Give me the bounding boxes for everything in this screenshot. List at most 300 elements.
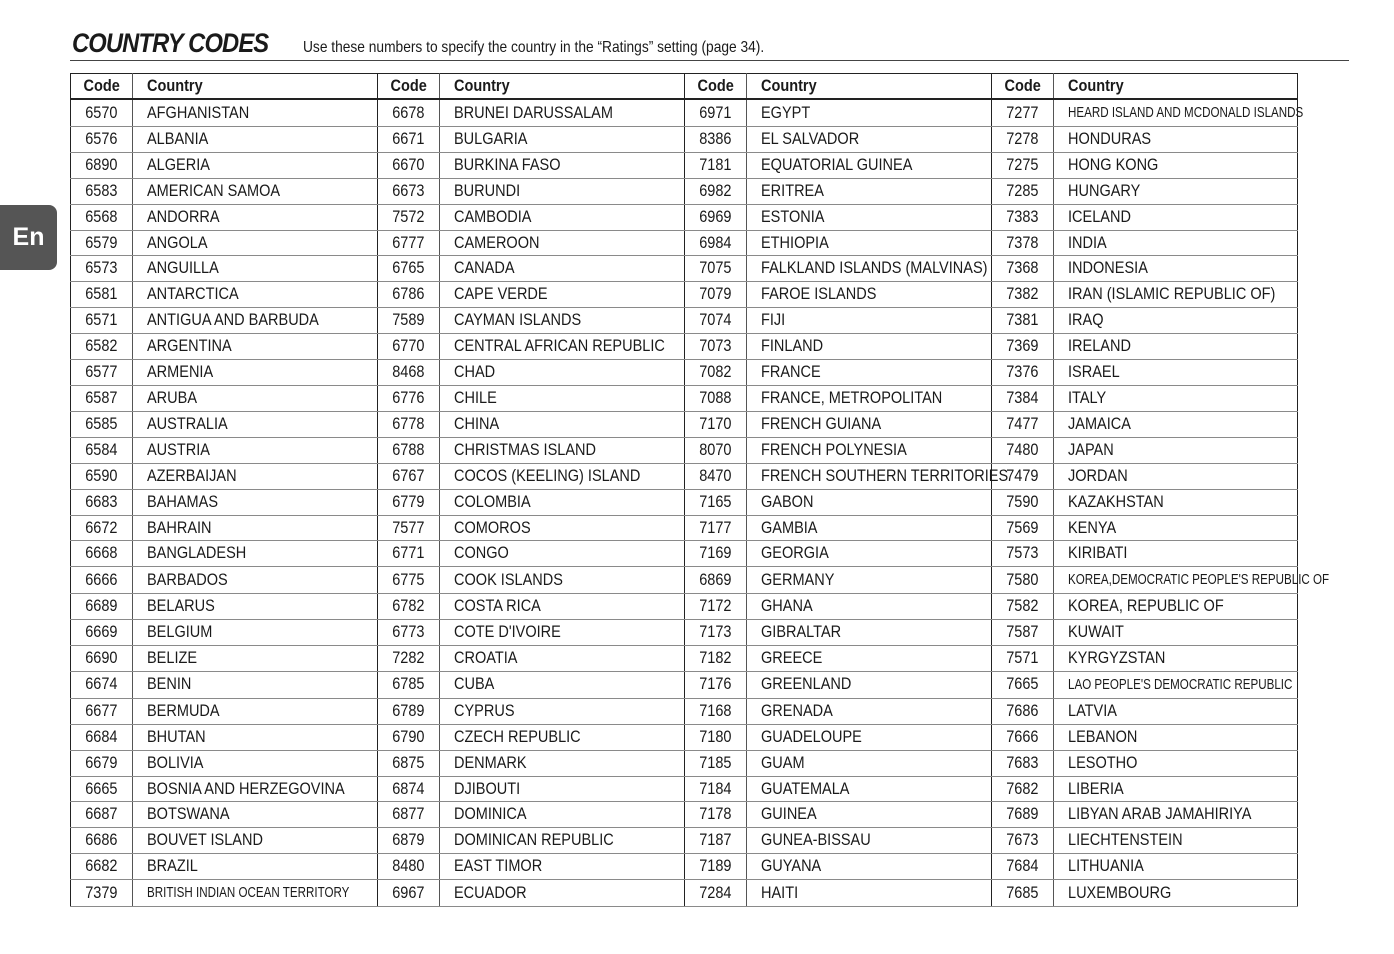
country-name: GUATEMALA xyxy=(761,779,850,798)
country-code-cell xyxy=(71,541,133,567)
code-value: 7184 xyxy=(699,779,732,798)
country-name-cell xyxy=(747,411,992,437)
code-value: 7383 xyxy=(1006,207,1039,226)
table-row xyxy=(71,880,1298,907)
table-row xyxy=(71,776,1298,802)
country-name: AZERBAIJAN xyxy=(147,466,237,485)
country-name-cell xyxy=(440,541,685,567)
country-code-cell xyxy=(378,750,440,776)
table-row xyxy=(71,620,1298,646)
country-name-cell xyxy=(747,541,992,567)
country-name: FRENCH SOUTHERN TERRITORIES xyxy=(761,466,1009,485)
country-name: ECUADOR xyxy=(454,883,527,902)
country-name: KOREA,DEMOCRATIC PEOPLE'S REPUBLIC OF xyxy=(1068,572,1330,589)
country-code-cell xyxy=(71,204,133,230)
country-name: GRENADA xyxy=(761,701,833,720)
country-code-cell xyxy=(71,880,133,907)
country-name-cell xyxy=(133,334,378,360)
country-code-cell xyxy=(71,594,133,620)
country-code-cell xyxy=(378,594,440,620)
country-name-cell xyxy=(133,437,378,463)
country-name: BOTSWANA xyxy=(147,805,230,824)
table-row xyxy=(71,126,1298,152)
country-name: DOMINICAN REPUBLIC xyxy=(454,831,614,850)
country-name-cell xyxy=(1054,385,1298,411)
country-code-cell xyxy=(71,437,133,463)
column-header-country: Country xyxy=(747,74,992,100)
country-name-cell xyxy=(440,750,685,776)
country-code-cell xyxy=(685,256,747,282)
country-code-cell xyxy=(71,385,133,411)
country-name-cell xyxy=(133,541,378,567)
country-name: ITALY xyxy=(1068,388,1107,407)
country-name-cell xyxy=(747,776,992,802)
table-body xyxy=(71,99,1330,907)
country-code-cell xyxy=(71,411,133,437)
code-value: 7577 xyxy=(392,518,425,537)
code-value: 6775 xyxy=(392,570,425,589)
country-name: KENYA xyxy=(1068,518,1117,537)
code-value: 6670 xyxy=(392,155,425,174)
code-value: 7285 xyxy=(1006,181,1039,200)
code-value: 6571 xyxy=(85,311,118,330)
code-value: 6786 xyxy=(392,285,425,304)
country-name-cell xyxy=(1054,620,1298,646)
country-code-cell xyxy=(378,411,440,437)
country-name: COMOROS xyxy=(454,518,531,537)
code-value: 7181 xyxy=(699,155,732,174)
country-name: ISRAEL xyxy=(1068,363,1120,382)
code-value: 6672 xyxy=(85,518,118,537)
code-value: 7187 xyxy=(699,831,732,850)
table-row xyxy=(71,854,1298,880)
code-value: 6776 xyxy=(392,388,425,407)
country-name-cell xyxy=(133,411,378,437)
country-name: GABON xyxy=(761,492,814,511)
country-name-cell xyxy=(747,620,992,646)
country-name: GUADELOUPE xyxy=(761,727,862,746)
country-name-cell xyxy=(440,724,685,750)
code-value: 7384 xyxy=(1006,388,1039,407)
country-name-cell xyxy=(133,620,378,646)
table-row xyxy=(71,385,1298,411)
country-name: JAPAN xyxy=(1068,440,1114,459)
code-value: 6779 xyxy=(392,492,425,511)
country-name: CHINA xyxy=(454,414,500,433)
table-row xyxy=(71,671,1298,698)
country-code-cell xyxy=(378,698,440,724)
country-code-cell xyxy=(378,463,440,489)
page-title: COUNTRY CODES xyxy=(72,28,269,58)
code-value: 6677 xyxy=(85,701,118,720)
country-code-cell xyxy=(685,646,747,672)
country-name: BOLIVIA xyxy=(147,753,204,772)
country-code-cell xyxy=(378,620,440,646)
country-name: FRANCE, METROPOLITAN xyxy=(761,388,943,407)
table-header-row xyxy=(71,74,1298,100)
country-code-cell xyxy=(685,178,747,204)
table-row xyxy=(71,802,1298,828)
table-row xyxy=(71,230,1298,256)
code-value: 7074 xyxy=(699,311,732,330)
country-name-cell xyxy=(1054,411,1298,437)
country-code-cell xyxy=(71,99,133,126)
country-name-cell xyxy=(440,230,685,256)
code-value: 6579 xyxy=(85,233,118,252)
country-code-cell xyxy=(71,646,133,672)
country-name: ETHIOPIA xyxy=(761,233,829,252)
column-header-country: Country xyxy=(1054,74,1298,100)
country-code-cell xyxy=(992,854,1054,880)
country-name-cell xyxy=(440,152,685,178)
country-name: ESTONIA xyxy=(761,207,825,226)
country-code-cell xyxy=(378,671,440,698)
country-code-cell xyxy=(71,750,133,776)
country-name: FIJI xyxy=(761,311,786,330)
code-value: 6785 xyxy=(392,675,425,694)
country-code-cell xyxy=(71,230,133,256)
country-name-cell xyxy=(1054,567,1330,594)
country-code-cell xyxy=(378,385,440,411)
country-code-cell xyxy=(378,204,440,230)
country-code-cell xyxy=(71,776,133,802)
table-row xyxy=(71,750,1298,776)
code-value: 7379 xyxy=(85,883,118,902)
country-name-cell xyxy=(747,256,992,282)
country-name: LIBERIA xyxy=(1068,779,1124,798)
country-name-cell xyxy=(1054,594,1298,620)
code-value: 7580 xyxy=(1006,570,1039,589)
country-code-cell xyxy=(378,126,440,152)
country-name: COSTA RICA xyxy=(454,597,541,616)
code-value: 7682 xyxy=(1006,779,1039,798)
country-name: CYPRUS xyxy=(454,701,515,720)
country-name-cell xyxy=(1054,515,1298,541)
country-name: JAMAICA xyxy=(1068,414,1131,433)
country-name: ARGENTINA xyxy=(147,337,232,356)
country-name: LEBANON xyxy=(1068,727,1138,746)
table-row xyxy=(71,724,1298,750)
country-code-cell xyxy=(685,437,747,463)
code-value: 6877 xyxy=(392,805,425,824)
code-value: 6770 xyxy=(392,337,425,356)
code-value: 7666 xyxy=(1006,727,1039,746)
table-row xyxy=(71,567,1298,594)
country-code-cell xyxy=(992,437,1054,463)
country-name-cell xyxy=(440,334,685,360)
country-name-cell xyxy=(1054,671,1298,698)
country-name-cell xyxy=(747,385,992,411)
code-value: 6782 xyxy=(392,597,425,616)
country-name-cell xyxy=(133,126,378,152)
country-code-cell xyxy=(685,620,747,646)
country-code-cell xyxy=(378,724,440,750)
code-value: 6568 xyxy=(85,207,118,226)
country-name-cell xyxy=(1054,802,1298,828)
country-name-cell xyxy=(133,828,378,854)
country-code-cell xyxy=(685,854,747,880)
code-value: 7178 xyxy=(699,805,732,824)
code-value: 6777 xyxy=(392,233,425,252)
country-name-cell xyxy=(747,178,992,204)
country-code-cell xyxy=(685,282,747,308)
country-code-cell xyxy=(685,385,747,411)
country-name-cell xyxy=(440,411,685,437)
country-name-cell xyxy=(133,99,378,126)
table-row xyxy=(71,282,1298,308)
country-name: CHILE xyxy=(454,388,497,407)
code-value: 7185 xyxy=(699,753,732,772)
country-name-cell xyxy=(1054,724,1298,750)
country-code-cell xyxy=(378,776,440,802)
table-row xyxy=(71,152,1298,178)
country-name-cell xyxy=(1054,880,1298,907)
code-value: 6789 xyxy=(392,701,425,720)
country-name: GREENLAND xyxy=(761,675,852,694)
country-code-cell xyxy=(992,126,1054,152)
country-code-cell xyxy=(378,334,440,360)
code-value: 7180 xyxy=(699,727,732,746)
country-code-cell xyxy=(992,776,1054,802)
country-name: ANTARCTICA xyxy=(147,285,239,304)
country-name: CZECH REPUBLIC xyxy=(454,727,581,746)
code-value: 8386 xyxy=(699,129,732,148)
country-name-cell xyxy=(133,463,378,489)
country-name-cell xyxy=(133,646,378,672)
country-code-cell xyxy=(685,828,747,854)
country-name-cell xyxy=(133,308,378,334)
country-code-cell xyxy=(992,385,1054,411)
country-code-cell xyxy=(992,646,1054,672)
country-name: CAYMAN ISLANDS xyxy=(454,311,582,330)
column-header-code: Code xyxy=(71,74,133,100)
country-code-cell xyxy=(685,515,747,541)
table-row xyxy=(71,360,1298,386)
code-value: 7282 xyxy=(392,649,425,668)
column-header-code: Code xyxy=(992,74,1054,100)
country-name-cell xyxy=(133,385,378,411)
country-name: FALKLAND ISLANDS (MALVINAS) xyxy=(761,259,988,278)
code-value: 7376 xyxy=(1006,363,1039,382)
code-value: 7165 xyxy=(699,492,732,511)
country-name-cell xyxy=(1054,437,1298,463)
country-name-cell xyxy=(133,698,378,724)
country-name-cell xyxy=(440,360,685,386)
code-value: 6684 xyxy=(85,727,118,746)
code-value: 7170 xyxy=(699,414,732,433)
country-name-cell xyxy=(440,567,685,594)
country-name: BELGIUM xyxy=(147,623,213,642)
column-header-country: Country xyxy=(440,74,685,100)
country-name-cell xyxy=(133,515,378,541)
country-name-cell xyxy=(1054,698,1298,724)
language-tab xyxy=(0,205,57,270)
code-value: 6984 xyxy=(699,233,732,252)
table-row xyxy=(71,99,1298,126)
code-value: 6577 xyxy=(85,363,118,382)
country-name: BURUNDI xyxy=(454,181,521,200)
country-name-cell xyxy=(440,880,685,907)
code-value: 7572 xyxy=(392,207,425,226)
country-name: INDONESIA xyxy=(1068,259,1148,278)
country-name-cell xyxy=(1054,152,1298,178)
country-name-cell xyxy=(747,152,992,178)
code-value: 8468 xyxy=(392,363,425,382)
country-code-cell xyxy=(992,698,1054,724)
country-name: BOSNIA AND HERZEGOVINA xyxy=(147,779,345,798)
country-code-cell xyxy=(685,230,747,256)
country-name: CENTRAL AFRICAN REPUBLIC xyxy=(454,337,665,356)
country-name: GHANA xyxy=(761,597,813,616)
country-name-cell xyxy=(1054,126,1298,152)
country-code-cell xyxy=(685,489,747,515)
country-code-cell xyxy=(992,620,1054,646)
country-code-cell xyxy=(992,541,1054,567)
code-value: 7082 xyxy=(699,363,732,382)
country-name: COTE D'IVOIRE xyxy=(454,623,561,642)
country-code-cell xyxy=(71,489,133,515)
country-name-cell xyxy=(747,515,992,541)
country-name-cell xyxy=(747,437,992,463)
table-row xyxy=(71,698,1298,724)
country-name-cell xyxy=(133,204,378,230)
table-row xyxy=(71,463,1298,489)
country-name: FRENCH POLYNESIA xyxy=(761,440,907,459)
country-name-cell xyxy=(440,204,685,230)
country-name-cell xyxy=(1054,308,1298,334)
table-row xyxy=(71,334,1298,360)
country-name: HEARD ISLAND AND MCDONALD ISLANDS xyxy=(1068,105,1304,121)
country-name-cell xyxy=(133,594,378,620)
code-value: 6576 xyxy=(85,129,118,148)
country-name: ALBANIA xyxy=(147,129,209,148)
country-name: KUWAIT xyxy=(1068,623,1124,642)
country-code-cell xyxy=(685,541,747,567)
country-name-cell xyxy=(1054,99,1304,126)
code-value: 6874 xyxy=(392,779,425,798)
country-name-cell xyxy=(133,230,378,256)
country-name-cell xyxy=(440,99,685,126)
country-name: LITHUANIA xyxy=(1068,857,1144,876)
code-value: 7582 xyxy=(1006,597,1039,616)
country-name: BAHRAIN xyxy=(147,518,212,537)
table-row xyxy=(71,515,1298,541)
country-code-cell xyxy=(685,463,747,489)
table-row xyxy=(71,437,1298,463)
country-code-cell xyxy=(71,620,133,646)
code-value: 6875 xyxy=(392,753,425,772)
country-code-cell xyxy=(992,230,1054,256)
country-name: ARUBA xyxy=(147,388,198,407)
country-name: FRANCE xyxy=(761,363,821,382)
country-name: HONDURAS xyxy=(1068,129,1152,148)
country-name: DENMARK xyxy=(454,753,527,772)
country-code-cell xyxy=(992,204,1054,230)
country-code-cell xyxy=(71,178,133,204)
country-code-cell xyxy=(378,99,440,126)
country-name-cell xyxy=(440,178,685,204)
country-name-cell xyxy=(747,567,992,594)
country-name: BERMUDA xyxy=(147,701,220,720)
country-code-cell xyxy=(378,230,440,256)
code-value: 6570 xyxy=(85,103,118,122)
country-code-cell xyxy=(71,828,133,854)
country-name: EGYPT xyxy=(761,103,811,122)
code-value: 6585 xyxy=(85,414,118,433)
country-code-cell xyxy=(992,802,1054,828)
code-value: 7275 xyxy=(1006,155,1039,174)
country-code-cell xyxy=(992,515,1054,541)
country-name-cell xyxy=(440,385,685,411)
country-code-cell xyxy=(378,152,440,178)
country-name: BELARUS xyxy=(147,597,215,616)
code-value: 6765 xyxy=(392,259,425,278)
country-code-cell xyxy=(378,256,440,282)
country-name-cell xyxy=(440,489,685,515)
country-name-cell xyxy=(440,282,685,308)
code-value: 7684 xyxy=(1006,857,1039,876)
code-value: 8470 xyxy=(699,466,732,485)
country-name: BELIZE xyxy=(147,649,198,668)
country-name: BENIN xyxy=(147,675,192,694)
language-tab-label: En xyxy=(12,223,45,251)
country-code-cell xyxy=(71,698,133,724)
country-code-cell xyxy=(378,646,440,672)
code-value: 7177 xyxy=(699,518,732,537)
country-name: BANGLADESH xyxy=(147,544,247,563)
code-value: 6679 xyxy=(85,753,118,772)
country-code-cell xyxy=(685,99,747,126)
country-code-cell xyxy=(71,671,133,698)
country-name-cell xyxy=(747,802,992,828)
country-name: AFGHANISTAN xyxy=(147,103,250,122)
country-code-cell xyxy=(685,334,747,360)
country-code-cell xyxy=(992,750,1054,776)
code-value: 7378 xyxy=(1006,233,1039,252)
country-code-cell xyxy=(378,802,440,828)
country-name-cell xyxy=(440,620,685,646)
country-name: CAPE VERDE xyxy=(454,285,548,304)
code-value: 6971 xyxy=(699,103,732,122)
country-name-cell xyxy=(747,880,992,907)
table-row xyxy=(71,256,1298,282)
country-name-cell xyxy=(747,646,992,672)
code-value: 6587 xyxy=(85,388,118,407)
header-rule xyxy=(70,60,1349,61)
code-value: 7075 xyxy=(699,259,732,278)
country-code-cell xyxy=(685,750,747,776)
country-code-cell xyxy=(992,828,1054,854)
country-code-cell xyxy=(71,802,133,828)
country-code-cell xyxy=(992,671,1054,698)
code-value: 6673 xyxy=(392,181,425,200)
country-code-cell xyxy=(685,567,747,594)
code-value: 7477 xyxy=(1006,414,1039,433)
country-name: GUNEA-BISSAU xyxy=(761,831,871,850)
code-value: 7381 xyxy=(1006,311,1039,330)
country-code-cell xyxy=(685,204,747,230)
country-name-cell xyxy=(1054,776,1298,802)
country-code-cell xyxy=(685,411,747,437)
country-name: JORDAN xyxy=(1068,466,1128,485)
code-value: 6682 xyxy=(85,857,118,876)
column-header-code: Code xyxy=(378,74,440,100)
code-value: 6788 xyxy=(392,440,425,459)
country-name-cell xyxy=(133,880,378,907)
country-name: LAO PEOPLE'S DEMOCRATIC REPUBLIC xyxy=(1068,676,1293,693)
country-code-cell xyxy=(685,360,747,386)
country-name: ARMENIA xyxy=(147,363,214,382)
